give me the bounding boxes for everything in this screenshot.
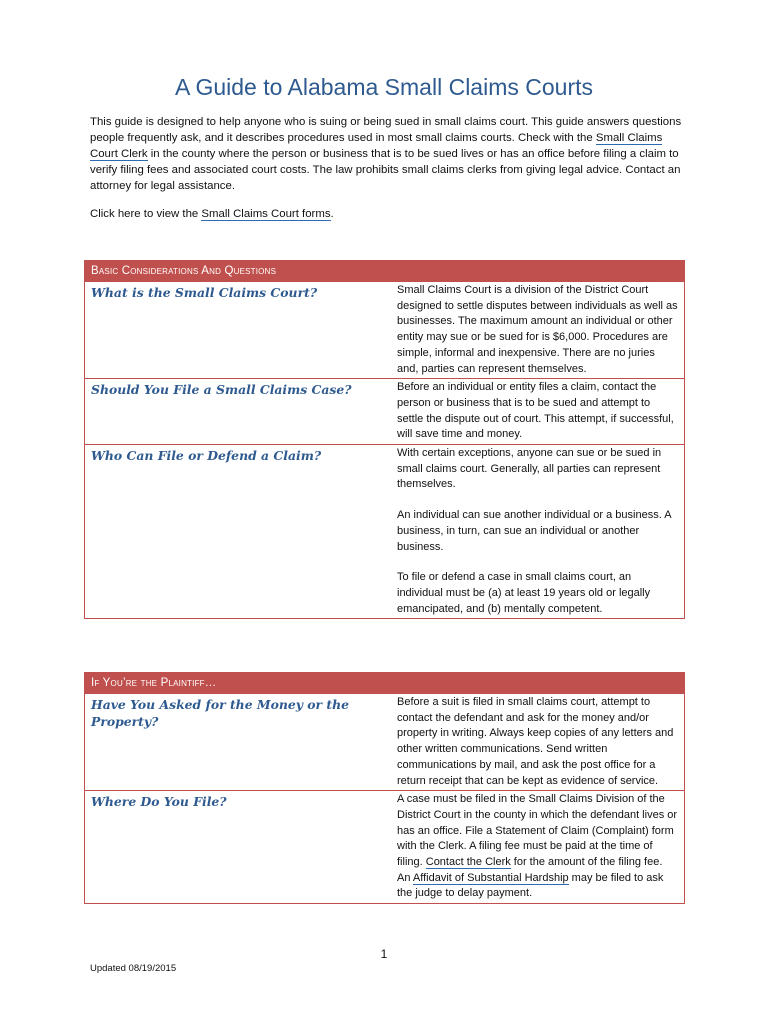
table-row: [85, 694, 685, 791]
answer-paragraph: Before an individual or entity files a claim, contact the person or business that is to be sued and attempt to settle the dispute out of court. This attempt, if successful, will save time and money.: [397, 381, 674, 441]
answer-paragraph: Small Claims Court is a division of the District Court designed to settle disputes between individuals as well as businesses. The maximum amount an individual or other entity may sue or be sued for is $6,000. Procedures are simple, informal and inexpensive. There are no juries and, parties can represent themselves.: [397, 284, 678, 375]
answer-paragraph: [397, 792, 678, 902]
intro-section: [90, 114, 690, 222]
answer-paragraph: To file or defend a case in small claims court, an individual must be (a) at least 19 years old or legally emancipated, and (b) mentally competent.: [397, 571, 651, 615]
question: Where Do You File?: [85, 791, 388, 904]
intro-text: This guide is designed to help anyone who is suing or being sued in small claims court. This guide answers questions people frequently ask, and it describes procedures used in most small claims courts. Check with the: [90, 116, 682, 144]
page-number: 1: [380, 947, 388, 961]
table-row: [85, 445, 685, 619]
table-row: [85, 379, 685, 445]
forms-text-end: .: [330, 208, 334, 220]
answer-text: may be filed to ask the judge to delay payment.: [397, 871, 664, 900]
question: Should You File a Small Claims Case?: [85, 379, 388, 445]
small-claims-clerk-link[interactable]: Small Claims Court Clerk: [90, 132, 663, 160]
plaintiff-table: [84, 672, 685, 904]
answer: [387, 791, 685, 904]
question: Have You Asked for the Money or the Property?: [85, 694, 388, 791]
intro-text: in the county where the person or business that is to be sued lives or has an office before filing a claim to verify filing fees and associated court costs. The law prohibits small claims clerks from giving legal advice. Contact an attorney for legal assistance.: [90, 148, 681, 192]
answer-text: for the amount of the filing fee. An: [397, 856, 663, 884]
table-row: [85, 791, 685, 904]
question: Who Can File or Defend a Claim?: [85, 445, 388, 619]
intro-paragraph: [90, 114, 690, 194]
answer: [387, 445, 685, 619]
forms-paragraph: [90, 206, 690, 222]
answer-paragraph: Before a suit is filed in small claims court, attempt to contact the defendant and ask for the money and/or property in writing. Always keep copies of any letters and other written communications. Send written communications by mail, and ask the post office for a return receipt that can be kept as evidence of service.: [397, 696, 674, 787]
small-claims-forms-link[interactable]: Small Claims Court forms: [201, 208, 331, 220]
question: What is the Small Claims Court?: [85, 282, 388, 379]
answer-paragraph: With certain exceptions, anyone can sue or be sued in small claims court. Generally, all parties can represent themselves.: [397, 447, 662, 491]
forms-text: Click here to view the: [90, 208, 202, 220]
contact-clerk-link[interactable]: Contact the Clerk: [425, 856, 511, 869]
answer: [387, 379, 685, 445]
answer-paragraph: An individual can sue another individual or a business. A business, in turn, can sue an individual or another business.: [397, 509, 671, 553]
page-title: A Guide to Alabama Small Claims Courts: [174, 74, 593, 100]
affidavit-hardship-link[interactable]: Affidavit of Substantial Hardship: [412, 871, 569, 884]
answer: [387, 282, 685, 379]
basic-considerations-table: [84, 260, 685, 619]
table-row: [85, 282, 685, 379]
updated-date: Updated 08/19/2015: [90, 963, 177, 974]
section-heading: Basic Considerations And Questions: [85, 261, 685, 282]
answer-text: A case must be filed in the Small Claims Division of the District Court in the county in which the defendant lives or has an office. File a Statement of Claim (Complaint) form with the Clerk. A filing fee must be paid at the time of filing.: [397, 793, 678, 869]
section-heading: If You’re the Plaintiff…: [85, 673, 685, 694]
answer: [387, 694, 685, 791]
